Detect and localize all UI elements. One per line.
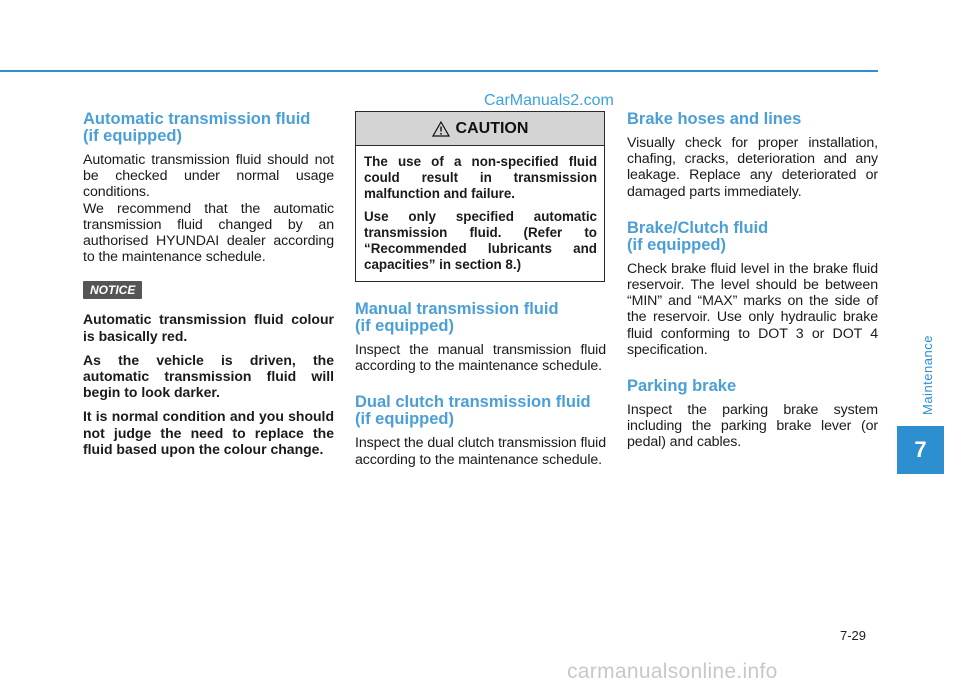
section-heading-brake-clutch-fluid xyxy=(627,220,878,254)
watermark-bottom[interactable]: carmanualsonline.info xyxy=(567,660,778,683)
caution-body xyxy=(356,146,604,281)
warning-triangle-icon xyxy=(432,121,450,137)
chapter-number: 7 xyxy=(914,437,927,462)
notice-paragraph-2: As the vehicle is driven, the automatic transmission fluid will begin to look darker. xyxy=(83,351,334,401)
heading-line: (if equipped) xyxy=(627,235,726,254)
caution-paragraph-2: Use only specified automatic transmission fluid. (Refer to “Recommended lubricants and capacities” in section 8.) xyxy=(364,209,597,272)
column-left xyxy=(83,111,334,465)
heading-line: (if equipped) xyxy=(355,410,454,429)
heading-line: Automatic transmission fluid xyxy=(83,110,311,128)
notice-paragraph-3: It is normal condition and you should not judge the need to replace the fluid based upon the colour change. xyxy=(83,408,334,457)
heading-line: Manual transmission fluid xyxy=(355,300,559,318)
dual-clutch-paragraph: Inspect the dual clutch transmission fluid according to the maintenance schedule. xyxy=(355,435,606,468)
column-middle xyxy=(355,111,606,468)
section-heading-dual-clutch xyxy=(355,394,606,428)
heading-line: Dual clutch transmission fluid xyxy=(355,393,591,412)
brake-hoses-paragraph: Visually check for proper installation, chafing, cracks, deterioration and any leakage. Replace any deteriorated or damaged parts immediately. xyxy=(627,135,878,200)
brake-fluid-paragraph: Check brake fluid level in the brake fluid reservoir. The level should be between “MIN” and “MAX” marks on the side of the reservoir. Use only hydraulic brake fluid conforming to DOT 3 or DOT 4 specification. xyxy=(627,260,878,358)
heading-line: Brake/Clutch fluid xyxy=(627,218,769,237)
heading-line: (if equipped) xyxy=(355,317,454,335)
watermark-top[interactable]: CarManuals2.com xyxy=(484,92,614,109)
chapter-tab xyxy=(897,426,944,474)
caution-header xyxy=(356,112,604,146)
header-rule xyxy=(0,70,878,72)
notice-badge: NOTICE xyxy=(83,281,142,299)
section-heading-brake-hoses: Brake hoses and lines xyxy=(627,110,802,128)
column-right xyxy=(627,111,878,451)
section-heading-parking-brake: Parking brake xyxy=(627,377,737,396)
section-heading-manual xyxy=(355,301,606,335)
caution-box xyxy=(355,111,605,282)
heading-line: (if equipped) xyxy=(83,127,182,145)
section-heading-atf xyxy=(83,111,334,145)
notice-paragraph-1: Automatic transmission fluid colour is basically red. xyxy=(83,311,334,344)
parking-brake-paragraph: Inspect the parking brake system including the parking brake lever (or pedal) and cables. xyxy=(627,402,878,451)
manual-paragraph: Inspect the manual transmission fluid according to the maintenance schedule. xyxy=(355,342,606,375)
page-number: 7-29 xyxy=(840,628,867,643)
caution-paragraph-1: The use of a non-specified fluid could result in transmission malfunction and failure. xyxy=(364,154,597,201)
caution-title: CAUTION xyxy=(455,119,529,137)
chapter-label: Maintenance xyxy=(920,335,935,415)
atf-paragraph-2: We recommend that the automatic transmission fluid changed by an authorised HYUNDAI dealer according to the maintenance schedule. xyxy=(83,200,334,266)
atf-paragraph-1: Automatic transmission fluid should not be checked under normal usage conditions. xyxy=(83,152,334,201)
